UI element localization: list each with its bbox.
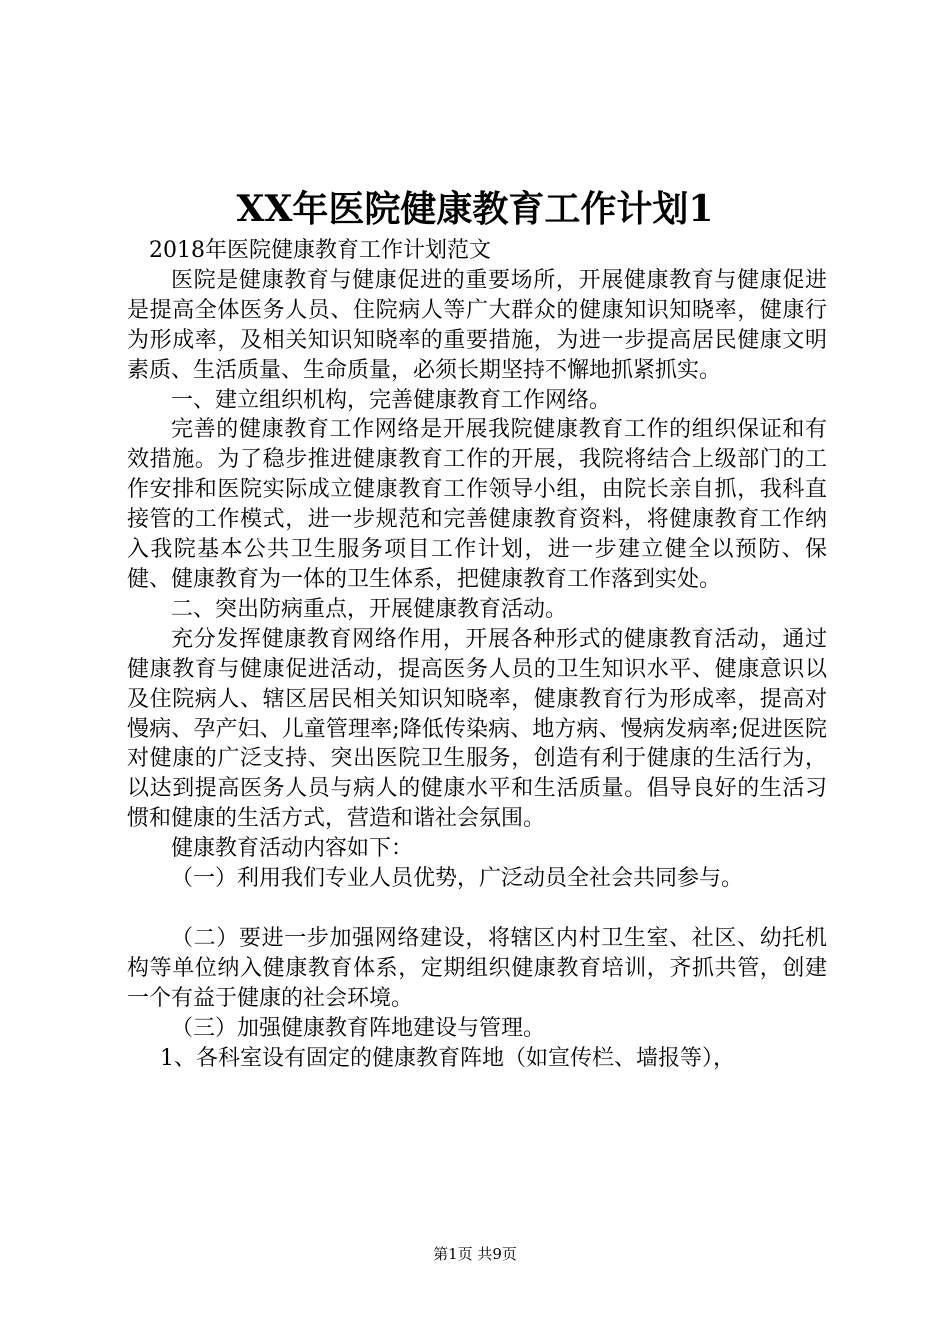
section-2-paragraph: 充分发挥健康教育网络作用，开展各种形式的健康教育活动，通过健康教育与健康促进活动，提高医务人员的卫生知识水平、健康意识以及住院病人、辖区居民相关知识知晓率，健康教育行为形成率，提高对慢病、孕产妇、儿童管理率;降低传染病、地方病、慢病发病率;促进医院对健康的广泛支持、突出医院卫生服务，创造有利于健康的生活行为，以达到提高医务人员与病人的健康水平和生活质量。倡导良好的生活习惯和健康的生活方式，营造和谐社会氛围。 bbox=[127, 626, 827, 832]
activity-item-3: （三）加强健康教育阵地建设与管理。 bbox=[171, 1015, 546, 1041]
subtitle-paragraph: 2018年医院健康教育工作计划范文 bbox=[149, 238, 491, 263]
activity-item-2: （二）要进一步加强网络建设，将辖区内村卫生室、社区、幼托机构等单位纳入健康教育体系，定期组织健康教育培训，齐抓共管，创建一个有益于健康的社会环境。 bbox=[127, 925, 827, 1011]
activity-subitem-1: 1、各科室设有固定的健康教育阵地（如宣传栏、墙报等）， bbox=[160, 1045, 735, 1071]
paragraph-gap bbox=[127, 894, 827, 924]
section-heading-1: 一、建立组织机构，完善健康教育工作网络。 bbox=[171, 387, 612, 413]
document-body bbox=[127, 236, 827, 1073]
section-1-paragraph: 完善的健康教育工作网络是开展我院健康教育工作的组织保证和有效措施。为了稳步推进健康教育工作的开展，我院将结合上级部门的工作安排和医院实际成立健康教育工作领导小组，由院长亲自抓，我科直接管的工作模式，进一步规范和完善健康教育资料，将健康教育工作纳入我院基本公共卫生服务项目工作计划，进一步建立健全以预防、保健、健康教育为一体的卫生体系，把健康教育工作落到实处。 bbox=[127, 417, 827, 592]
activity-item-1: （一）利用我们专业人员优势，广泛动员全社会共同参与。 bbox=[171, 866, 744, 892]
document-title: XX年医院健康教育工作计划1 bbox=[236, 188, 714, 230]
intro-paragraph: 医院是健康教育与健康促进的重要场所，开展健康教育与健康促进是提高全体医务人员、住院病人等广大群众的健康知识知晓率，健康行为形成率，及相关知识知晓率的重要措施，为进一步提高居民健康文明素质、生活质量、生命质量，必须长期坚持不懈地抓紧抓实。 bbox=[127, 267, 827, 383]
section-heading-2: 二、突出防病重点，开展健康教育活动。 bbox=[171, 596, 568, 622]
activity-list-heading: 健康教育活动内容如下： bbox=[171, 836, 414, 862]
page-footer: 第1页 共9页 bbox=[433, 1245, 517, 1263]
